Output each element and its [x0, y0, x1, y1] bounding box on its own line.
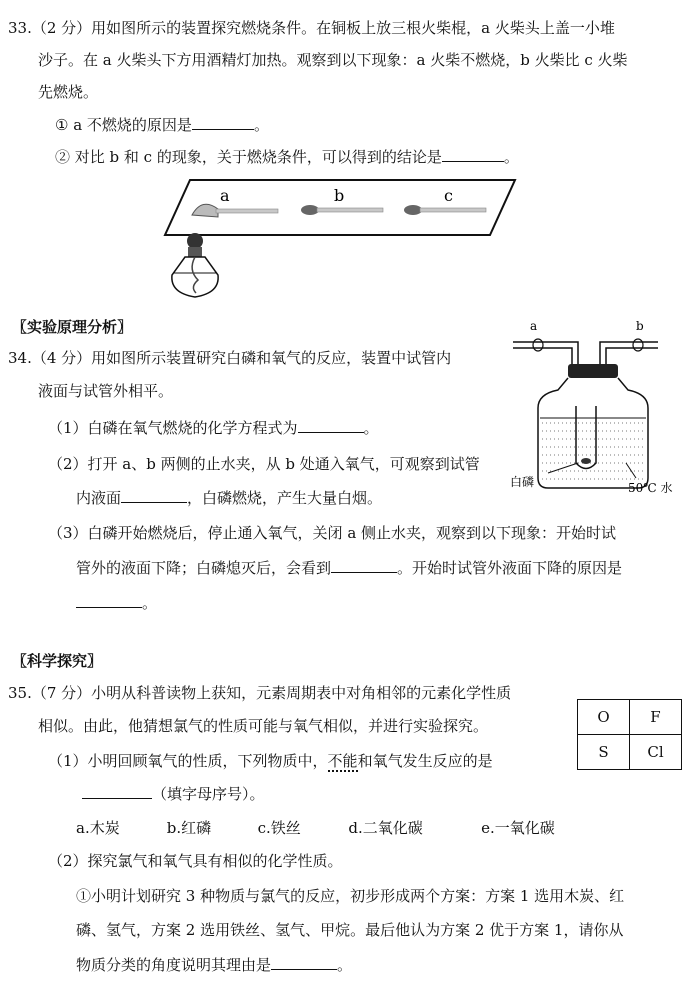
answer-blank[interactable]	[82, 784, 152, 799]
q34-part3-pre: 管外的液面下降；白磷熄灭后，会看到	[76, 559, 332, 577]
match-stick	[216, 209, 278, 213]
table-cell-fluorine: F	[630, 700, 682, 735]
q34-line2: 液面与试管外相平。	[38, 382, 174, 400]
q33-subq1-text: ① a 不燃烧的原因是	[55, 116, 192, 134]
q35-part1-hint: （填字母序号）。	[152, 785, 265, 803]
clamp-b-icon	[633, 339, 643, 351]
q33-subq2-text: ② 对比 b 和 c 的现象，关于燃烧条件，可以得到的结论是	[55, 148, 442, 166]
label-b: b	[334, 186, 345, 205]
q34-part3-line3	[76, 593, 157, 613]
q35-part2-1-line1: ①小明计划研究 3 种物质与氯气的反应，初步形成两个方案：方案 1 选用木炭、红	[76, 887, 625, 905]
label-a: a	[220, 186, 230, 205]
label-a: a	[530, 319, 538, 333]
tube-b	[600, 342, 658, 366]
q33-line3: 先燃烧。	[38, 83, 99, 101]
label-b: b	[636, 319, 644, 333]
match-head	[301, 205, 319, 215]
q35-part2-1-line2: 磷、氢气，方案 2 选用铁丝、氢气、甲烷。最后他认为方案 2 优于方案 1，请你从	[76, 921, 624, 939]
q34-part3-line1: （3）白磷开始燃烧后，停止通入氧气，关闭 a 侧止水夹，观察到以下现象：开始时试	[48, 524, 617, 542]
lamp-cap	[188, 247, 202, 257]
table-row	[578, 700, 682, 735]
q34-part3-line2	[76, 558, 622, 578]
q35-part1-pre: （1）小明回顾氧气的性质，下列物质中，	[48, 752, 328, 770]
label-c: c	[444, 186, 453, 205]
label-white-phosphorus: 白磷	[510, 475, 535, 489]
clamp-a-icon	[533, 339, 543, 351]
q35-line1: 35.（7 分）小明从科普读物上获知，元素周期表中对角相邻的元素化学性质	[8, 684, 512, 702]
answer-blank[interactable]	[271, 955, 337, 970]
emphasis-cannot: 不能	[327, 752, 358, 770]
q35-part2-1-line3	[76, 955, 352, 975]
q35-part2-1-pre: 物质分类的角度说明其理由是	[76, 956, 272, 974]
answer-blank[interactable]	[331, 558, 397, 573]
match-head	[404, 205, 422, 215]
table-cell-oxygen: O	[578, 700, 630, 735]
q35-part1-post: 和氧气发生反应的是	[357, 752, 493, 770]
period: 。	[253, 116, 269, 134]
q33-subq1	[55, 115, 269, 135]
q35-line2: 相似。由此，他猜想氯气的性质可能与氧气相似，并进行实验探究。	[38, 717, 489, 735]
q33-line1: 33.（2 分）用如图所示的装置探究燃烧条件。在铜板上放三根火柴棍，a 火柴头上盖一小堆	[8, 19, 615, 37]
section-header-principle: 〖实验原理分析〗	[12, 318, 133, 336]
white-phosphorus-apparatus	[508, 318, 682, 498]
flame	[187, 233, 203, 249]
section-header-inquiry: 〖科学探究〗	[12, 652, 103, 670]
period: 。	[337, 956, 353, 974]
q34-part1	[48, 418, 379, 438]
answer-blank[interactable]	[442, 147, 504, 162]
label-water-temp: 50℃ 水	[628, 481, 673, 495]
option-d[interactable]: d.二氧化碳	[348, 819, 423, 837]
q34-part2-line1: （2）打开 a、b 两侧的止水夹，从 b 处通入氧气，可观察到试管	[48, 455, 480, 473]
q34-part3-post: 。开始时试管外液面下降的原因是	[397, 559, 623, 577]
period: 。	[363, 419, 379, 437]
q34-line1: 34.（4 分）用如图所示装置研究白磷和氧气的反应，装置中试管内	[8, 349, 452, 367]
q34-part2-pre: 内液面	[76, 489, 122, 507]
q33-line2: 沙子。在 a 火柴头下方用酒精灯加热。观察到以下现象：a 火柴不燃烧，b 火柴比 c 火柴	[38, 51, 628, 69]
q35-part2: （2）探究氯气和氧气具有相似的化学性质。	[48, 852, 343, 870]
period: 。	[142, 594, 158, 612]
q35-part1	[48, 751, 493, 771]
period: 。	[503, 148, 519, 166]
alcohol-lamp	[172, 233, 218, 297]
match-stick	[317, 208, 383, 212]
white-phosphorus	[581, 458, 591, 464]
q35-part1-answer	[82, 784, 265, 804]
table-cell-chlorine: Cl	[630, 735, 682, 770]
q35-options	[76, 818, 555, 838]
tube-b-inner	[606, 348, 658, 366]
stopper	[568, 364, 618, 378]
q34-part1-text: （1）白磷在氧气燃烧的化学方程式为	[48, 419, 298, 437]
q33-subq2	[55, 147, 519, 167]
answer-blank[interactable]	[298, 418, 364, 433]
q34-part2-post: ，白磷燃烧，产生大量白烟。	[187, 489, 383, 507]
table-cell-sulfur: S	[578, 735, 630, 770]
match-stick	[420, 208, 486, 212]
option-a[interactable]: a.木炭	[76, 819, 120, 837]
answer-blank[interactable]	[121, 488, 187, 503]
option-c[interactable]: c.铁丝	[257, 819, 301, 837]
table-row	[578, 735, 682, 770]
copper-plate-figure	[160, 175, 520, 305]
answer-blank[interactable]	[76, 593, 142, 608]
q34-part2-line2	[76, 488, 382, 508]
option-b[interactable]: b.红磷	[166, 819, 212, 837]
option-e[interactable]: e.一氧化碳	[481, 819, 555, 837]
answer-blank[interactable]	[192, 115, 254, 130]
periodic-table-fragment	[577, 699, 682, 770]
